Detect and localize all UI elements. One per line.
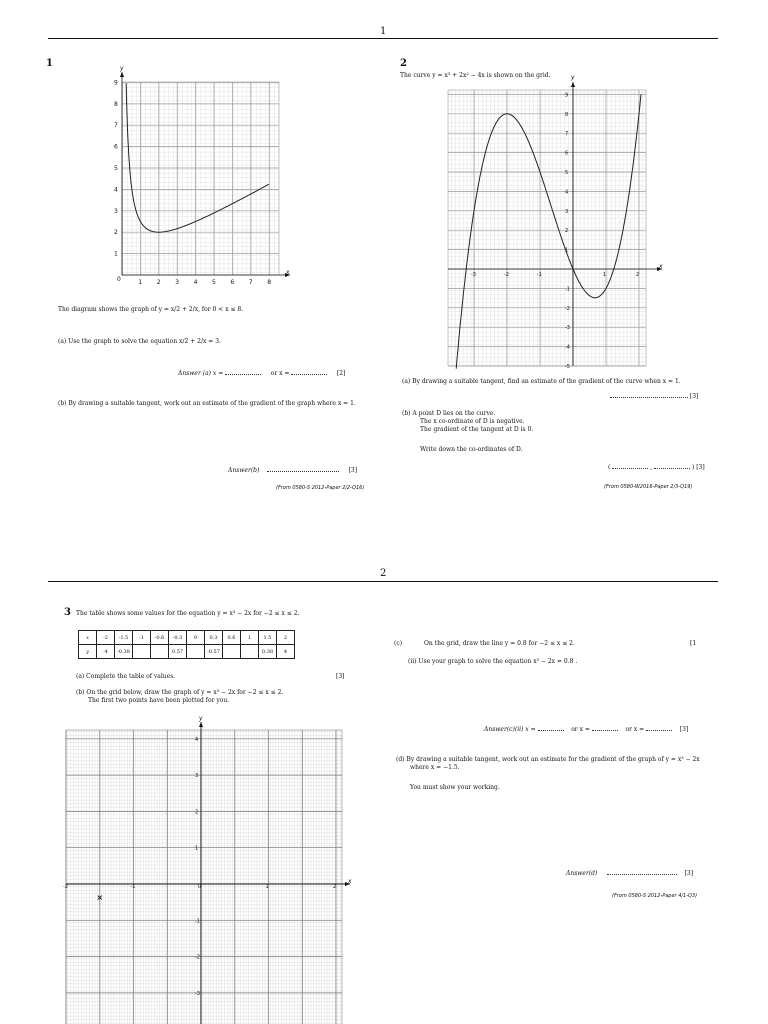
q3-part-d-1: (d) By drawing a suitable tangent, work out an estimate for the gradient of the graph of y = x³ − 2x	[396, 756, 700, 763]
q3-y-tick-label: 3	[195, 773, 199, 780]
q2-y-tick-label: 2	[565, 228, 569, 235]
q3-part-d-2: where x = −1.5.	[410, 764, 460, 771]
q2-y-tick-label: 3	[565, 208, 569, 215]
q2-y-tick-label: 7	[565, 131, 569, 138]
q3-answer-c-row	[484, 726, 688, 734]
q3-part-a-marks: [3]	[336, 673, 345, 680]
q2-y-tick-label: 9	[565, 92, 569, 99]
q3-table-cell-x: -1.5	[115, 631, 133, 645]
q1-answer-b-field[interactable]	[267, 471, 339, 472]
q3-table-cell-x: -2	[97, 631, 115, 645]
q1-source: (From 0580-S 2012-Paper 2/2-Q16)	[276, 485, 365, 491]
q3-table-cell-y: 0.38	[259, 645, 277, 659]
page-number-1: 1	[380, 26, 387, 37]
q2-answer-b-x-field[interactable]	[612, 468, 648, 469]
q3-y-tick-label: -1	[195, 918, 200, 925]
q2-answer-b-close: )	[691, 464, 695, 471]
question-1-number: 1	[46, 58, 53, 69]
q3-table-cell-x: 0.6	[223, 631, 241, 645]
q2-answer-b-open: (	[608, 464, 611, 471]
q1-x-tick-label: 4	[193, 279, 198, 286]
question-3-number: 3	[64, 607, 71, 618]
q2-source: (From 0580-W2016-Paper 2/3-Q19)	[604, 484, 693, 490]
q3-table-cell-y: 4	[277, 645, 295, 659]
q1-answer-a-row	[178, 370, 345, 378]
q1-x-tick-label: 7	[248, 279, 253, 286]
q3-part-c-ii: (ii) Use your graph to solve the equation x³ − 2x = 0.8 .	[408, 658, 578, 665]
q1-y-tick-label: 4	[114, 186, 118, 194]
q3-table-cell-x: -0.3	[169, 631, 187, 645]
q1-axis-x-label: x	[286, 269, 290, 276]
q2-axis-y-label: y	[571, 74, 575, 81]
q3-answer-d-label: Answer(d)	[566, 870, 598, 877]
q3-answer-c-field-2[interactable]	[592, 730, 618, 731]
q2-y-tick-label: -2	[565, 305, 570, 312]
q1-y-tick-label: 9	[114, 79, 118, 87]
q3-table-cell-y[interactable]	[151, 645, 169, 659]
q1-x-tick-label: 2	[156, 279, 161, 286]
q2-answer-a-row	[610, 393, 698, 401]
q2-x-tick-label: -3	[471, 272, 476, 278]
q3-axis-y-label: y	[199, 715, 203, 722]
q3-answer-c-or-1: or x =	[571, 726, 590, 733]
q3-table-cell-x: 1	[241, 631, 259, 645]
q1-y-tick-label: 7	[114, 122, 118, 130]
q1-y-tick-label: 1	[114, 250, 118, 258]
q3-table-cell-y: y	[79, 645, 97, 659]
q3-table-cell-x: 2	[277, 631, 295, 645]
q2-part-b-1: (b) A point D lies on the curve.	[402, 410, 496, 417]
q2-x-tick-label: -1	[537, 272, 542, 278]
page-number-2: 2	[380, 568, 387, 579]
q3-table-cell-y: -0.57	[205, 645, 223, 659]
question-2-number: 2	[400, 58, 407, 69]
q2-part-b-3: The gradient of the tangent at D is 0.	[420, 426, 534, 433]
q1-axis-y-label: y	[120, 65, 124, 72]
q1-y-tick-label: 5	[114, 165, 118, 172]
q1-answer-a-field-1[interactable]	[225, 374, 261, 375]
q2-y-tick-label: 6	[565, 150, 569, 157]
q1-x-tick-label: 3	[175, 279, 180, 286]
q3-table-cell-x: 1.5	[259, 631, 277, 645]
q2-axis-x-label: x	[659, 263, 663, 270]
q2-graph	[440, 72, 670, 372]
q1-answer-b-marks: [3]	[348, 467, 358, 474]
q2-y-tick-label: 1	[565, 247, 569, 254]
q3-y-tick-label: 2	[195, 809, 199, 816]
q3-answer-c-label: Answer(c)(ii) x =	[484, 726, 536, 733]
q3-y-tick-label: 1	[195, 845, 199, 852]
q1-x-tick-label: 5	[212, 279, 216, 286]
q3-y-tick-label: -3	[195, 990, 200, 997]
q3-part-b-1: (b) On the grid below, draw the graph of y = x³ − 2x for −2 ≤ x ≤ 2.	[76, 689, 284, 696]
q1-answer-a-field-2[interactable]	[291, 374, 327, 375]
q1-x-tick-label: 8	[267, 279, 272, 286]
q2-x-tick-label: 1	[603, 272, 607, 278]
q2-y-tick-label: -4	[565, 344, 570, 351]
q3-table-cell-y: -4	[97, 645, 115, 659]
q2-part-b-4: Write down the co-ordinates of D.	[420, 446, 523, 453]
q2-answer-b-y-field[interactable]	[654, 468, 690, 469]
q3-y-tick-label: 4	[195, 736, 199, 743]
q2-part-b-2: The x co-ordinate of D is negative.	[420, 418, 525, 425]
q1-answer-a-marks: [2]	[336, 370, 346, 377]
q1-y-tick-label: 3	[114, 207, 118, 215]
q1-x-tick-label: 1	[138, 279, 143, 286]
q1-y-tick-label: 6	[114, 143, 118, 151]
q3-values-table	[78, 630, 295, 659]
q2-x-tick-label: 2	[636, 272, 640, 278]
q3-answer-d-field[interactable]	[607, 874, 677, 875]
q1-answer-b-row	[228, 467, 357, 475]
q3-table-cell-y[interactable]	[241, 645, 259, 659]
q1-answer-b-label: Answer(b)	[228, 467, 260, 474]
q2-answer-a-field[interactable]	[610, 397, 688, 398]
q2-intro: The curve y = x³ + 2x² − 4x is shown on the grid.	[400, 72, 551, 79]
q2-y-tick-label: 5	[565, 170, 569, 176]
q3-x-tick-label: 0	[198, 884, 202, 890]
q3-answer-d-row	[566, 870, 693, 878]
q3-table-cell-x: -0.6	[151, 631, 169, 645]
q3-y-tick-label: -2	[195, 954, 200, 961]
q3-table-cell-x: -1	[133, 631, 151, 645]
q3-x-tick-label: -1	[130, 884, 136, 890]
q3-working: You must show your working.	[410, 784, 500, 791]
q3-source: (From 0580-S 2012-Paper 4/1-Q3)	[612, 893, 698, 899]
q3-part-c-label: (c)	[394, 640, 403, 647]
q2-y-tick-label: 4	[565, 189, 569, 196]
q3-answer-c-or-2: or x =	[625, 726, 645, 733]
q2-y-tick-label: -1	[565, 286, 570, 293]
q1-x-tick-label: 6	[230, 279, 235, 286]
q3-answer-c-field-1[interactable]	[538, 730, 564, 731]
q3-table-cell-x: 0	[187, 631, 205, 645]
q3-answer-c-field-3[interactable]	[646, 730, 672, 731]
q1-graph	[100, 62, 300, 287]
q3-part-c: On the grid, draw the line y = 0.8 for −2 ≤ x ≤ 2.	[424, 640, 575, 647]
q1-y-tick-label: 8	[114, 100, 118, 108]
q3-x-tick-label: -2	[63, 884, 68, 890]
q1-answer-a-label: Answer (a) x =	[178, 370, 224, 377]
q3-intro: The table shows some values for the equation y = x³ − 2x for −2 ≤ x ≤ 2.	[76, 610, 300, 617]
q3-table-cell-y: 0.57	[169, 645, 187, 659]
q1-part-a: (a) Use the graph to solve the equation x/2 + 2/x = 3.	[58, 338, 221, 345]
q2-answer-b-comma: ,	[650, 464, 653, 471]
q3-table-cell-x: x	[79, 631, 97, 645]
q3-part-a: (a) Complete the table of values.	[76, 673, 176, 680]
q3-graph	[60, 714, 360, 1024]
q3-part-b-2: The first two points have been plotted for you.	[88, 697, 230, 704]
q1-answer-a-or: or x =	[270, 370, 290, 377]
q1-y-tick-label: 2	[114, 229, 118, 237]
q2-answer-a-marks: [3]	[689, 393, 699, 400]
q3-table-row-x	[79, 631, 295, 645]
q2-y-tick-label: -3	[565, 325, 570, 332]
q3-table-cell-y: -0.38	[115, 645, 133, 659]
q3-answer-c-marks: [3]	[679, 726, 689, 733]
q3-table-cell-y[interactable]	[187, 645, 205, 659]
q1-origin-label: 0	[117, 276, 121, 283]
q1-part-b: (b) By drawing a suitable tangent, work out an estimate of the gradient of the graph where x = 1.	[58, 400, 356, 407]
q3-x-tick-label: 1	[265, 884, 269, 890]
q2-x-tick-label: -2	[504, 272, 509, 278]
q2-answer-b-row	[608, 464, 705, 472]
q3-x-tick-label: 2	[333, 884, 337, 890]
q2-y-tick-label: 8	[565, 111, 569, 118]
q1-description: The diagram shows the graph of y = x/2 + 2/x, for 0 < x ≤ 8.	[58, 306, 244, 313]
q3-table-row-y	[79, 645, 295, 659]
q2-answer-b-marks: [3]	[696, 464, 705, 471]
q3-table-cell-y[interactable]	[223, 645, 241, 659]
q2-part-a: (a) By drawing a suitable tangent, find an estimate of the gradient of the curve when x = 1.	[402, 378, 681, 385]
page-divider-2	[48, 581, 718, 582]
q3-answer-d-marks: [3]	[684, 870, 694, 877]
q3-axis-x-label: x	[348, 878, 352, 885]
q3-part-c-marks: [1	[690, 640, 697, 647]
q2-y-tick-label: -5	[565, 364, 570, 370]
q3-table-cell-x: 0.3	[205, 631, 223, 645]
q3-table-cell-y[interactable]	[133, 645, 151, 659]
page-divider-1	[48, 38, 718, 39]
